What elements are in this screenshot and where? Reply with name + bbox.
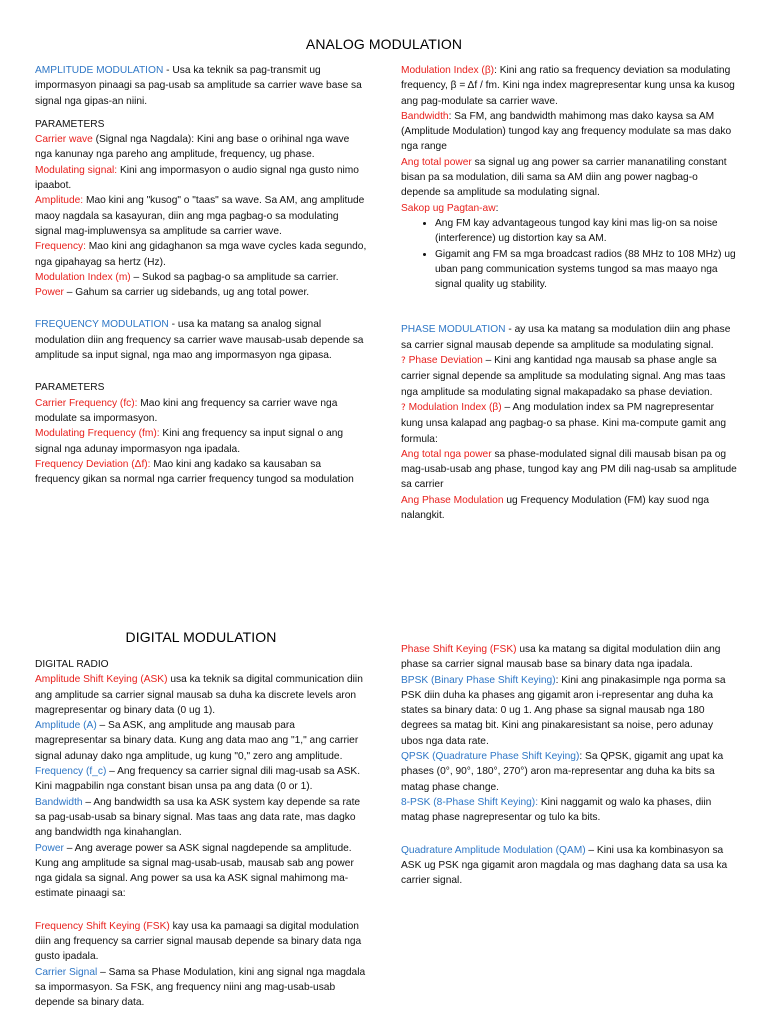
param-item: BPSK (Binary Phase Shift Keying): Kini ang pinakasimple nga porma sa PSK diin duha ka phases ang gigamit aron i-representar ang duha ka states sa binary data: 0 ug 1. Ang phase sa signal mausab nga 180 degrees sa matag bit. Kini ang pinakaresistant sa noise, pero adunay ubos nga data rate. <box>401 674 726 747</box>
param-item: Ang Phase Modulation ug Frequency Modulation (FM) kay suod nga nalangkit. <box>401 494 710 522</box>
pm-definition: PHASE MODULATION - ay usa ka matang sa modulation diin ang phase sa carrier signal mausab depende sa amplitude sa modulating signal. <box>401 324 731 351</box>
params-heading: PARAMETERS <box>35 118 105 130</box>
qam-definition: Quadrature Amplitude Modulation (QAM) – Kini usa ka kombinasyon sa ASK ug PSK nga gigamit aron magdala og mas daghang data sa usa ka carrier signal. <box>401 844 728 887</box>
fm-definition: FREQUENCY MODULATION - usa ka matang sa analog signal modulation diin ang frequency sa carrier wave mausab-usab depende sa amplitude sa input signal, nga mao ang impormasyon nga gipasa. <box>35 319 364 362</box>
analog-left-column <box>35 63 367 487</box>
param-item: Modulating Frequency (fm): Kini ang frequency sa input signal o ang signal nga adunay impormasyon nga ipadala. <box>35 428 344 455</box>
params-heading: PARAMETERS <box>35 382 105 394</box>
fm-term: FREQUENCY MODULATION <box>35 319 169 331</box>
param-item: Power – Gahum sa carrier ug sidebands, ug ang total power. <box>35 287 310 299</box>
fsk-term: Frequency Shift Keying (FSK) <box>35 920 170 932</box>
param-item: 8-PSK (8-Phase Shift Keying): Kini naggamit og walo ka phases, diin matag phase nagrepresentar og tulo ka bits. <box>401 796 712 824</box>
param-item: Bandwidth – Ang bandwidth sa usa ka ASK system kay depende sa rate sa pag-usab-usab sa binary signal. Mas taas ang data rate, mas dagko ang bandwidth nga kinahanglan. <box>35 796 361 839</box>
list-item: • Gigamit ang FM sa mga broadcast radios (88 MHz to 108 MHz) ug uban pang communication systems tungod sa mas maayo nga signal quality ug stability. <box>435 247 737 293</box>
param-item: Carrier wave (Signal nga Nagdala): Kini ang base o orihinal nga wave nga kanunay nga pareho ang amplitude, frequency, ug phase. <box>35 134 350 161</box>
ask-definition: Amplitude Shift Keying (ASK) usa ka teknik sa digital communication diin ang amplitude sa carrier signal mausab sa duha ka discrete levels aron magrepresentar og binary data (0 ug 1). <box>35 674 363 716</box>
param-item: Bandwidth: Sa FM, ang bandwidth mahimong mas dako kaysa sa AM (Amplitude Modulation) tungod kay ang frequency modulate sa mas dako nga range <box>401 110 732 153</box>
param-item: QPSK (Quadrature Phase Shift Keying): Sa QPSK, gigamit ang upat ka phases (0°, 90°, 180°, 270°) aron ma-representar ang duha ka bits sa matag phase change. <box>401 751 724 793</box>
fsk-definition: Frequency Shift Keying (FSK) kay usa ka pamaagi sa digital modulation diin ang frequency sa carrier signal mausab depende sa binary data nga gusto ipadala. <box>35 920 362 963</box>
param-item: Modulating signal: Kini ang impormasyon o audio signal nga gusto nimo ipaabot. <box>35 164 359 192</box>
param-item: Frequency Deviation (Δf): Mao kini ang kadako sa kausaban sa frequency gikan sa normal nga carrier frequency tungod sa modulation <box>35 458 354 486</box>
param-item: Frequency (f_c) – Ang frequency sa carrier signal dili mag-usab sa ASK. Kini magpabilin nga constant bisan unsa pa ang data (0 or 1). <box>35 766 361 793</box>
uses-heading: Sakop ug Pagtan-aw: <box>401 202 499 214</box>
digital-radio-heading: DIGITAL RADIO <box>35 659 109 670</box>
ask-term: Amplitude Shift Keying (ASK) <box>35 674 168 686</box>
param-item: Frequency: Mao kini ang gidaghanon sa mga wave cycles kada segundo, nga gipahayag sa hertz (Hz). <box>35 241 367 268</box>
psk-definition: Phase Shift Keying (FSK) usa ka matang sa digital modulation diin ang phase sa carrier signal mausab base sa binary data nga ipadala. <box>401 644 721 671</box>
param-item: Power – Ang average power sa ASK signal nagdepende sa amplitude. Kung ang amplitude sa signal mag-usab-usab, mausab sab ang power nga gidala sa signal. Ang power sa usa ka ASK signal mahimong ma-estimate pinaagi sa: <box>35 842 354 900</box>
digital-right-column <box>401 642 737 888</box>
am-term: AMPLITUDE MODULATION <box>35 65 164 76</box>
param-item: Carrier Signal – Sama sa Phase Modulation, kini ang signal nga magdala sa impormasyon. Sa FSK, ang frequency niini ang mag-usab-usab depende sa binary data. <box>35 966 366 1009</box>
missing-glyph-icon: ? <box>401 402 406 413</box>
qam-term: Quadrature Amplitude Modulation (QAM) <box>401 844 586 856</box>
analog-title: ANALOG MODULATION <box>305 36 463 52</box>
param-item: ? Phase Deviation – Kini ang kantidad nga mausab sa phase angle sa carrier signal depende sa amplitude sa modulating signal. Ang mas taas nga amplitude sa modulating signal makapadako sa phase deviation. <box>401 355 726 398</box>
param-item: Ang total power sa signal ug ang power sa carrier mananatiling constant bisan pa sa modulation, dili sama sa AM diin ang power nagbag-o depende sa amplitude sa modulating signal. <box>401 156 727 199</box>
psk-term: Phase Shift Keying (FSK) <box>401 644 517 655</box>
pm-term: PHASE MODULATION <box>401 324 506 336</box>
list-item: • Ang FM kay advantageous tungod kay kini mas lig-on sa noise (interference) ug distortion kay sa AM. <box>435 216 737 247</box>
am-definition: AMPLITUDE MODULATION - Usa ka teknik sa pag-transmit ug impormasyon pinaagi sa pag-usab sa amplitude sa carrier wave base sa signal nga gipas-an niini. <box>35 65 362 107</box>
param-item: Amplitude: Mao kini ang "kusog" o "taas" sa wave. Sa AM, ang amplitude maoy nagdala sa kasayuran, diin ang mga pagbag-o sa modulating signal mag-impluwensya sa amplitude sa carrier wave. <box>35 195 365 237</box>
param-item: Carrier Frequency (fc): Mao kini ang frequency sa carrier wave nga modulate sa impormasyon. <box>35 397 338 424</box>
analog-right-column <box>401 63 737 523</box>
param-item: Ang total nga power sa phase-modulated signal dili mausab bisan pa og mag-usab-usab ang phase, tungod kay ang PM dili nag-usab sa amplitude sa carrier <box>401 448 737 491</box>
digital-left-column <box>35 657 367 1011</box>
param-item: Amplitude (A) – Sa ASK, ang amplitude ang mausab para magrepresentar sa binary data. Kung ang data mao ang "1," ang carrier signal adunay dako nga amplitude, ug kung "0," zero ang amplitude. <box>35 720 359 762</box>
missing-glyph-icon: ? <box>401 356 406 367</box>
uses-list <box>401 216 737 292</box>
param-item: Modulation Index (β): Kini ang ratio sa frequency deviation sa modulating frequency, β = Δf / fm. Kini nga index magrepresentar kung unsa ka kusog ang pag-modulate sa carrier wave. <box>401 65 735 107</box>
param-item: Modulation Index (m) – Sukod sa pagbag-o sa amplitude sa carrier. <box>35 271 339 283</box>
param-item: ? Modulation Index (β) – Ang modulation index sa PM nagrepresentar kung unsa kalapad ang pagbag-o sa phase. Kini ma-compute gamit ang formula: <box>401 401 727 445</box>
digital-title: DIGITAL MODULATION <box>125 629 277 645</box>
